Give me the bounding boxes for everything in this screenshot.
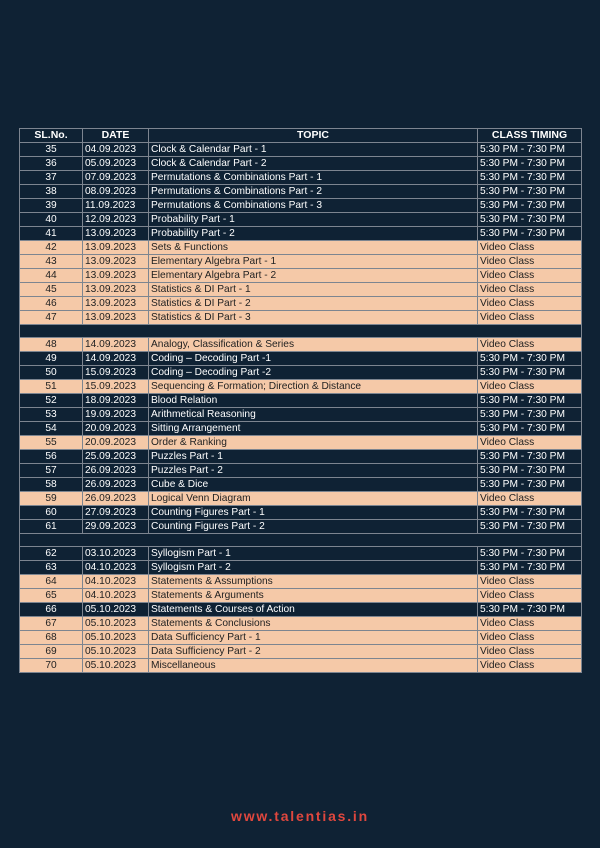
sl-no-cell: 60 bbox=[20, 506, 83, 520]
timing-cell: Video Class bbox=[478, 283, 582, 297]
date-cell: 04.09.2023 bbox=[83, 143, 149, 157]
timing-cell: Video Class bbox=[478, 241, 582, 255]
sl-no-cell: 45 bbox=[20, 283, 83, 297]
table-row bbox=[20, 297, 582, 311]
table-row bbox=[20, 603, 582, 617]
sl-no-cell: 54 bbox=[20, 422, 83, 436]
header-date: DATE bbox=[83, 129, 149, 143]
timing-cell: Video Class bbox=[478, 436, 582, 450]
sl-no-cell: 57 bbox=[20, 464, 83, 478]
sl-no-cell: 66 bbox=[20, 603, 83, 617]
table-row bbox=[20, 394, 582, 408]
date-cell: 07.09.2023 bbox=[83, 171, 149, 185]
topic-cell: Permutations & Combinations Part - 3 bbox=[149, 199, 478, 213]
topic-cell: Statistics & DI Part - 1 bbox=[149, 283, 478, 297]
timing-cell: 5:30 PM - 7:30 PM bbox=[478, 478, 582, 492]
topic-cell: Statements & Assumptions bbox=[149, 575, 478, 589]
timing-cell: Video Class bbox=[478, 659, 582, 673]
table-row bbox=[20, 478, 582, 492]
table-row bbox=[20, 185, 582, 199]
table-row bbox=[20, 199, 582, 213]
date-cell: 20.09.2023 bbox=[83, 422, 149, 436]
topic-cell: Coding – Decoding Part -2 bbox=[149, 366, 478, 380]
timing-cell: 5:30 PM - 7:30 PM bbox=[478, 450, 582, 464]
timing-cell: 5:30 PM - 7:30 PM bbox=[478, 603, 582, 617]
table-row bbox=[20, 143, 582, 157]
sl-no-cell: 49 bbox=[20, 352, 83, 366]
date-cell: 04.10.2023 bbox=[83, 575, 149, 589]
timing-cell: 5:30 PM - 7:30 PM bbox=[478, 506, 582, 520]
timing-cell: 5:30 PM - 7:30 PM bbox=[478, 394, 582, 408]
table-row bbox=[20, 645, 582, 659]
sl-no-cell: 35 bbox=[20, 143, 83, 157]
table-row bbox=[20, 380, 582, 394]
table-row bbox=[20, 171, 582, 185]
topic-cell: Clock & Calendar Part - 1 bbox=[149, 143, 478, 157]
table-row bbox=[20, 283, 582, 297]
date-cell: 05.10.2023 bbox=[83, 659, 149, 673]
timing-cell: 5:30 PM - 7:30 PM bbox=[478, 422, 582, 436]
sl-no-cell: 52 bbox=[20, 394, 83, 408]
table-row bbox=[20, 450, 582, 464]
topic-cell: Coding – Decoding Part -1 bbox=[149, 352, 478, 366]
date-cell: 15.09.2023 bbox=[83, 366, 149, 380]
sl-no-cell: 53 bbox=[20, 408, 83, 422]
table-row bbox=[20, 227, 582, 241]
timing-cell: 5:30 PM - 7:30 PM bbox=[478, 408, 582, 422]
topic-cell: Statistics & DI Part - 2 bbox=[149, 297, 478, 311]
date-cell: 26.09.2023 bbox=[83, 492, 149, 506]
table-row bbox=[20, 659, 582, 673]
schedule-table bbox=[19, 128, 582, 673]
table-row bbox=[20, 255, 582, 269]
topic-cell: Puzzles Part - 1 bbox=[149, 450, 478, 464]
topic-cell: Counting Figures Part - 1 bbox=[149, 506, 478, 520]
date-cell: 29.09.2023 bbox=[83, 520, 149, 534]
timing-cell: 5:30 PM - 7:30 PM bbox=[478, 561, 582, 575]
table-row bbox=[20, 561, 582, 575]
table-row bbox=[20, 311, 582, 325]
timing-cell: Video Class bbox=[478, 575, 582, 589]
timing-cell: Video Class bbox=[478, 617, 582, 631]
table-row bbox=[20, 352, 582, 366]
topic-cell: Elementary Algebra Part - 2 bbox=[149, 269, 478, 283]
topic-cell: Statements & Conclusions bbox=[149, 617, 478, 631]
timing-cell: Video Class bbox=[478, 645, 582, 659]
date-cell: 05.09.2023 bbox=[83, 157, 149, 171]
table-row bbox=[20, 492, 582, 506]
date-cell: 18.09.2023 bbox=[83, 394, 149, 408]
sl-no-cell: 62 bbox=[20, 547, 83, 561]
date-cell: 26.09.2023 bbox=[83, 478, 149, 492]
timing-cell: 5:30 PM - 7:30 PM bbox=[478, 547, 582, 561]
header-sl-no: SL.No. bbox=[20, 129, 83, 143]
timing-cell: Video Class bbox=[478, 631, 582, 645]
date-cell: 05.10.2023 bbox=[83, 645, 149, 659]
topic-cell: Order & Ranking bbox=[149, 436, 478, 450]
header-class-timing: CLASS TIMING bbox=[478, 129, 582, 143]
timing-cell: Video Class bbox=[478, 589, 582, 603]
topic-cell: Statements & Arguments bbox=[149, 589, 478, 603]
group-separator bbox=[20, 534, 582, 547]
sl-no-cell: 46 bbox=[20, 297, 83, 311]
topic-cell: Blood Relation bbox=[149, 394, 478, 408]
date-cell: 26.09.2023 bbox=[83, 464, 149, 478]
table-row bbox=[20, 589, 582, 603]
table-row bbox=[20, 617, 582, 631]
topic-cell: Permutations & Combinations Part - 2 bbox=[149, 185, 478, 199]
date-cell: 13.09.2023 bbox=[83, 269, 149, 283]
topic-cell: Cube & Dice bbox=[149, 478, 478, 492]
topic-cell: Analogy, Classification & Series bbox=[149, 338, 478, 352]
date-cell: 05.10.2023 bbox=[83, 631, 149, 645]
sl-no-cell: 65 bbox=[20, 589, 83, 603]
timing-cell: 5:30 PM - 7:30 PM bbox=[478, 143, 582, 157]
topic-cell: Sets & Functions bbox=[149, 241, 478, 255]
topic-cell: Data Sufficiency Part - 2 bbox=[149, 645, 478, 659]
table-row bbox=[20, 422, 582, 436]
topic-cell: Syllogism Part - 1 bbox=[149, 547, 478, 561]
topic-cell: Probability Part - 2 bbox=[149, 227, 478, 241]
timing-cell: Video Class bbox=[478, 311, 582, 325]
timing-cell: 5:30 PM - 7:30 PM bbox=[478, 157, 582, 171]
table-row bbox=[20, 157, 582, 171]
sl-no-cell: 56 bbox=[20, 450, 83, 464]
sl-no-cell: 43 bbox=[20, 255, 83, 269]
table-row bbox=[20, 436, 582, 450]
timing-cell: 5:30 PM - 7:30 PM bbox=[478, 464, 582, 478]
date-cell: 05.10.2023 bbox=[83, 603, 149, 617]
date-cell: 13.09.2023 bbox=[83, 241, 149, 255]
date-cell: 13.09.2023 bbox=[83, 283, 149, 297]
date-cell: 13.09.2023 bbox=[83, 227, 149, 241]
topic-cell: Permutations & Combinations Part - 1 bbox=[149, 171, 478, 185]
timing-cell: 5:30 PM - 7:30 PM bbox=[478, 185, 582, 199]
website-url: www.talentias.in bbox=[231, 808, 369, 824]
sl-no-cell: 59 bbox=[20, 492, 83, 506]
topic-cell: Logical Venn Diagram bbox=[149, 492, 478, 506]
sl-no-cell: 42 bbox=[20, 241, 83, 255]
table-row bbox=[20, 213, 582, 227]
timing-cell: Video Class bbox=[478, 492, 582, 506]
date-cell: 08.09.2023 bbox=[83, 185, 149, 199]
table-row bbox=[20, 631, 582, 645]
date-cell: 27.09.2023 bbox=[83, 506, 149, 520]
sl-no-cell: 58 bbox=[20, 478, 83, 492]
date-cell: 11.09.2023 bbox=[83, 199, 149, 213]
sl-no-cell: 48 bbox=[20, 338, 83, 352]
sl-no-cell: 61 bbox=[20, 520, 83, 534]
timing-cell: Video Class bbox=[478, 269, 582, 283]
date-cell: 13.09.2023 bbox=[83, 297, 149, 311]
date-cell: 04.10.2023 bbox=[83, 561, 149, 575]
table-row bbox=[20, 241, 582, 255]
sl-no-cell: 39 bbox=[20, 199, 83, 213]
separator-cell bbox=[20, 325, 582, 338]
topic-cell: Miscellaneous bbox=[149, 659, 478, 673]
separator-cell bbox=[20, 534, 582, 547]
sl-no-cell: 51 bbox=[20, 380, 83, 394]
date-cell: 25.09.2023 bbox=[83, 450, 149, 464]
timing-cell: 5:30 PM - 7:30 PM bbox=[478, 199, 582, 213]
timing-cell: Video Class bbox=[478, 338, 582, 352]
sl-no-cell: 37 bbox=[20, 171, 83, 185]
sl-no-cell: 41 bbox=[20, 227, 83, 241]
topic-cell: Data Sufficiency Part - 1 bbox=[149, 631, 478, 645]
sl-no-cell: 55 bbox=[20, 436, 83, 450]
sl-no-cell: 68 bbox=[20, 631, 83, 645]
sl-no-cell: 70 bbox=[20, 659, 83, 673]
timing-cell: 5:30 PM - 7:30 PM bbox=[478, 366, 582, 380]
table-row bbox=[20, 366, 582, 380]
timing-cell: Video Class bbox=[478, 255, 582, 269]
sl-no-cell: 47 bbox=[20, 311, 83, 325]
table-row bbox=[20, 575, 582, 589]
topic-cell: Clock & Calendar Part - 2 bbox=[149, 157, 478, 171]
topic-cell: Elementary Algebra Part - 1 bbox=[149, 255, 478, 269]
timing-cell: 5:30 PM - 7:30 PM bbox=[478, 171, 582, 185]
topic-cell: Syllogism Part - 2 bbox=[149, 561, 478, 575]
date-cell: 05.10.2023 bbox=[83, 617, 149, 631]
date-cell: 13.09.2023 bbox=[83, 255, 149, 269]
sl-no-cell: 44 bbox=[20, 269, 83, 283]
table-row bbox=[20, 547, 582, 561]
sl-no-cell: 36 bbox=[20, 157, 83, 171]
date-cell: 14.09.2023 bbox=[83, 352, 149, 366]
topic-cell: Statistics & DI Part - 3 bbox=[149, 311, 478, 325]
header-row bbox=[20, 129, 582, 143]
topic-cell: Counting Figures Part - 2 bbox=[149, 520, 478, 534]
topic-cell: Probability Part - 1 bbox=[149, 213, 478, 227]
timing-cell: 5:30 PM - 7:30 PM bbox=[478, 227, 582, 241]
timing-cell: Video Class bbox=[478, 297, 582, 311]
sl-no-cell: 50 bbox=[20, 366, 83, 380]
timing-cell: 5:30 PM - 7:30 PM bbox=[478, 520, 582, 534]
date-cell: 12.09.2023 bbox=[83, 213, 149, 227]
sl-no-cell: 40 bbox=[20, 213, 83, 227]
topic-cell: Arithmetical Reasoning bbox=[149, 408, 478, 422]
date-cell: 13.09.2023 bbox=[83, 311, 149, 325]
group-separator bbox=[20, 325, 582, 338]
topic-cell: Statements & Courses of Action bbox=[149, 603, 478, 617]
timing-cell: Video Class bbox=[478, 380, 582, 394]
table-row bbox=[20, 506, 582, 520]
sl-no-cell: 64 bbox=[20, 575, 83, 589]
table-row bbox=[20, 520, 582, 534]
sl-no-cell: 38 bbox=[20, 185, 83, 199]
date-cell: 20.09.2023 bbox=[83, 436, 149, 450]
sl-no-cell: 63 bbox=[20, 561, 83, 575]
date-cell: 04.10.2023 bbox=[83, 589, 149, 603]
topic-cell: Puzzles Part - 2 bbox=[149, 464, 478, 478]
timing-cell: 5:30 PM - 7:30 PM bbox=[478, 213, 582, 227]
topic-cell: Sitting Arrangement bbox=[149, 422, 478, 436]
date-cell: 03.10.2023 bbox=[83, 547, 149, 561]
sl-no-cell: 67 bbox=[20, 617, 83, 631]
date-cell: 19.09.2023 bbox=[83, 408, 149, 422]
topic-cell: Sequencing & Formation; Direction & Distance bbox=[149, 380, 478, 394]
table-row bbox=[20, 338, 582, 352]
date-cell: 14.09.2023 bbox=[83, 338, 149, 352]
schedule-body bbox=[20, 143, 582, 673]
table-row bbox=[20, 408, 582, 422]
table-row bbox=[20, 464, 582, 478]
date-cell: 15.09.2023 bbox=[83, 380, 149, 394]
header-topic: TOPIC bbox=[149, 129, 478, 143]
timing-cell: 5:30 PM - 7:30 PM bbox=[478, 352, 582, 366]
table-row bbox=[20, 269, 582, 283]
sl-no-cell: 69 bbox=[20, 645, 83, 659]
